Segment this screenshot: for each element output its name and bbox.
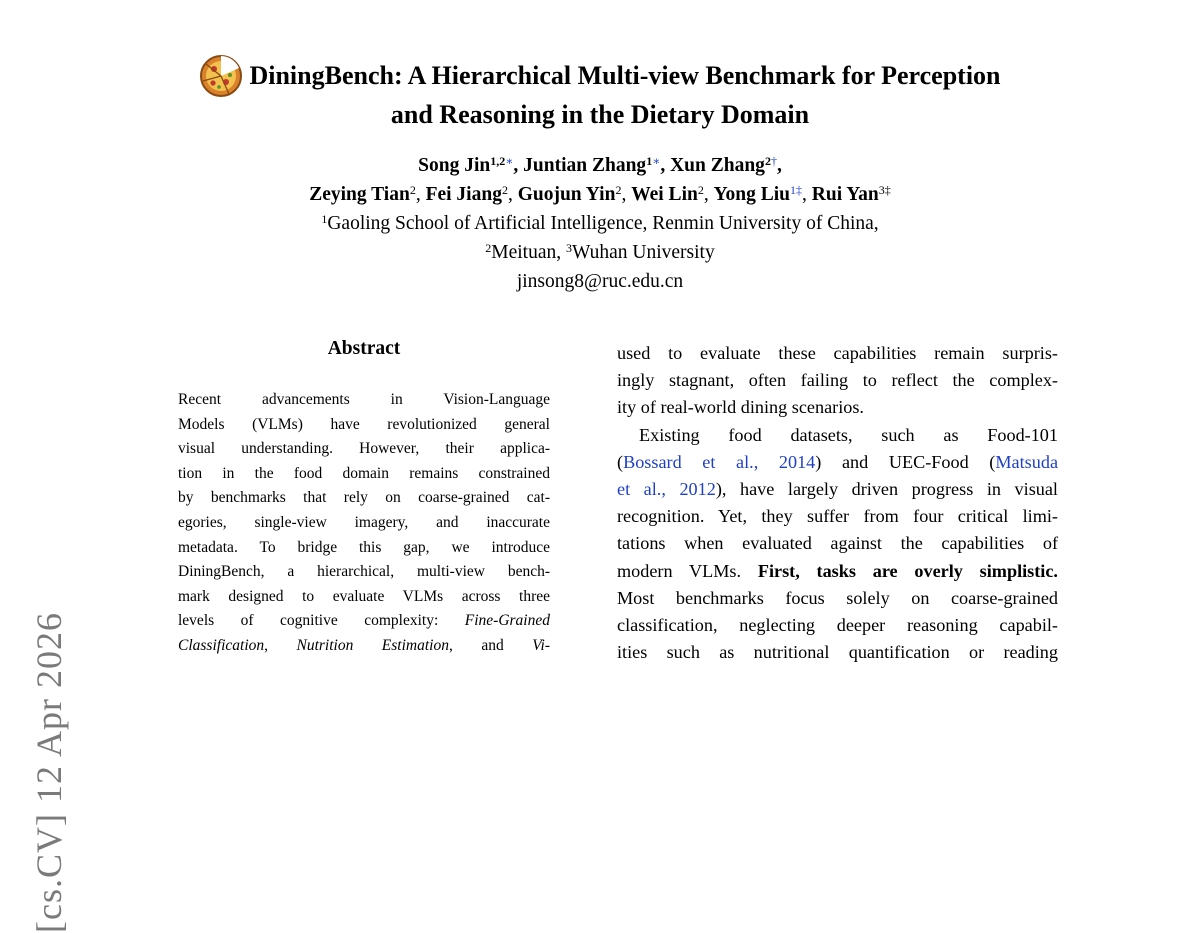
author-note: ‡ [796, 183, 803, 197]
abstract-italic: Nutrition Estimation [296, 636, 449, 654]
author-email[interactable]: jinsong8@ruc.edu.cn [516, 271, 684, 292]
citation-link[interactable]: et al., 2012 [617, 479, 716, 500]
author-name: Zeying Tian [309, 184, 410, 205]
intro-text: ) and UEC-Food ( [815, 451, 996, 472]
author-mark: 3 [878, 183, 885, 197]
author-note: † [770, 154, 777, 168]
citation-link[interactable]: Bossard et al., 2014 [623, 451, 816, 472]
title-line-1: DiningBench: A Hierarchical Multi-view Benchmark for Perception [249, 61, 1001, 90]
intro-line-bold [617, 558, 1058, 585]
abstract-line: mark designed to evaluate VLMs across three [178, 587, 550, 605]
abstract-heading: Abstract [327, 338, 401, 359]
author-mark: 2 [764, 154, 771, 168]
author-name: Rui Yan [811, 184, 879, 205]
author-separator: , [660, 155, 671, 176]
author-mark: 1,2 [490, 154, 506, 168]
intro-line-cite [617, 476, 1058, 503]
affiliation-line-1 [150, 209, 1050, 238]
author-separator: , [776, 155, 782, 176]
abstract-body [178, 388, 550, 659]
author-separator: , [703, 184, 714, 205]
author-mark: 2 [697, 183, 704, 197]
author-name: Fei Jiang [425, 184, 502, 205]
intro-text: modern VLMs. [617, 560, 758, 581]
citation-link[interactable]: Matsuda [995, 451, 1059, 472]
author-note: ∗ [505, 154, 514, 168]
author-mark: 2 [615, 183, 622, 197]
author-mark: 2 [409, 183, 416, 197]
abstract-line: tion in the food domain remains constrained [178, 464, 550, 482]
intro-line: tations when evaluated against the capabilities of [617, 533, 1058, 554]
author-note: ∗ [652, 154, 661, 168]
intro-bold-text: First, tasks are overly simplistic. [757, 560, 1058, 581]
affiliation-mark: 3 [566, 241, 572, 255]
author-separator: , [513, 155, 524, 176]
intro-line: ity of real-world dining scenarios. [617, 397, 864, 418]
intro-text: ), have largely driven progress in visual [715, 479, 1058, 500]
authors-line-1 [150, 151, 1050, 180]
affiliation-text: Meituan, [491, 242, 566, 263]
author-name: Yong Liu [713, 184, 791, 205]
author-separator: , [507, 184, 518, 205]
title-line-2: and Reasoning in the Dietary Domain [390, 100, 810, 129]
abstract-line: metadata. To bridge this gap, we introduce [178, 538, 550, 556]
intro-line: recognition. Yet, they suffer from four critical limi- [617, 506, 1058, 527]
author-name: Xun Zhang [670, 155, 765, 176]
abstract-line: Recent advancements in Vision-Language [178, 391, 550, 408]
abstract-text: , [264, 636, 297, 654]
intro-line: classification, neglecting deeper reasoning capabil- [617, 615, 1058, 636]
affiliation-text: Gaoling School of Artificial Intelligence, Renmin University of China, [327, 213, 879, 234]
abstract-line: DiningBench, a hierarchical, multi-view bench- [178, 563, 550, 581]
author-name: Juntian Zhang [523, 155, 647, 176]
abstract-line: visual understanding. However, their applica- [178, 440, 550, 458]
author-mark: 2 [501, 183, 508, 197]
author-separator: , [415, 184, 426, 205]
pizza-icon [199, 54, 243, 98]
paper-title [150, 54, 1050, 131]
intro-line: Existing food datasets, such as Food-101 [639, 424, 1058, 445]
abstract-italic: Vi- [532, 636, 550, 654]
author-separator: , [802, 184, 812, 205]
abstract-line-mixed [178, 634, 550, 659]
abstract-text: levels of cognitive complexity: [178, 612, 465, 630]
intro-line: used to evaluate these capabilities remain surpris- [617, 343, 1058, 363]
intro-line: ingly stagnant, often failing to reflect the complex- [617, 370, 1058, 391]
author-name: Song Jin [418, 155, 491, 176]
abstract-italic: Classification [178, 636, 265, 654]
intro-line: ities such as nutritional quantification or reading [617, 642, 1058, 663]
authors-line-2 [150, 180, 1050, 209]
abstract-line: by benchmarks that rely on coarse-grained cat- [178, 489, 550, 507]
abstract-italic: Fine-Grained [464, 612, 550, 630]
arxiv-stamp-text: [cs.CV] 12 Apr 2026 [29, 612, 69, 933]
abstract-line: Models (VLMs) have revolutionized general [178, 415, 550, 433]
author-name: Wei Lin [631, 184, 698, 205]
author-separator: , [621, 184, 632, 205]
arxiv-stamp [28, 386, 78, 933]
author-mark: 1 [646, 154, 653, 168]
affiliation-line-2 [150, 238, 1050, 267]
author-note: ‡ [884, 183, 891, 197]
affiliation-mark: 2 [485, 241, 492, 255]
intro-line: Most benchmarks focus solely on coarse-grained [617, 587, 1058, 608]
abstract-line: egories, single-view imagery, and inaccurate [178, 513, 550, 531]
affiliation-mark: 1 [321, 212, 328, 226]
intro-column [617, 340, 1058, 666]
author-block [150, 151, 1050, 296]
abstract-text: , and [448, 636, 533, 654]
intro-line-cite: (Bossard et al., 2014) and UEC-Food (Matsuda [617, 451, 1059, 472]
author-name: Guojun Yin [517, 184, 616, 205]
affiliation-text: Wuhan University [572, 242, 715, 263]
author-mark: 1 [790, 183, 797, 197]
abstract-line-mixed [178, 609, 550, 634]
